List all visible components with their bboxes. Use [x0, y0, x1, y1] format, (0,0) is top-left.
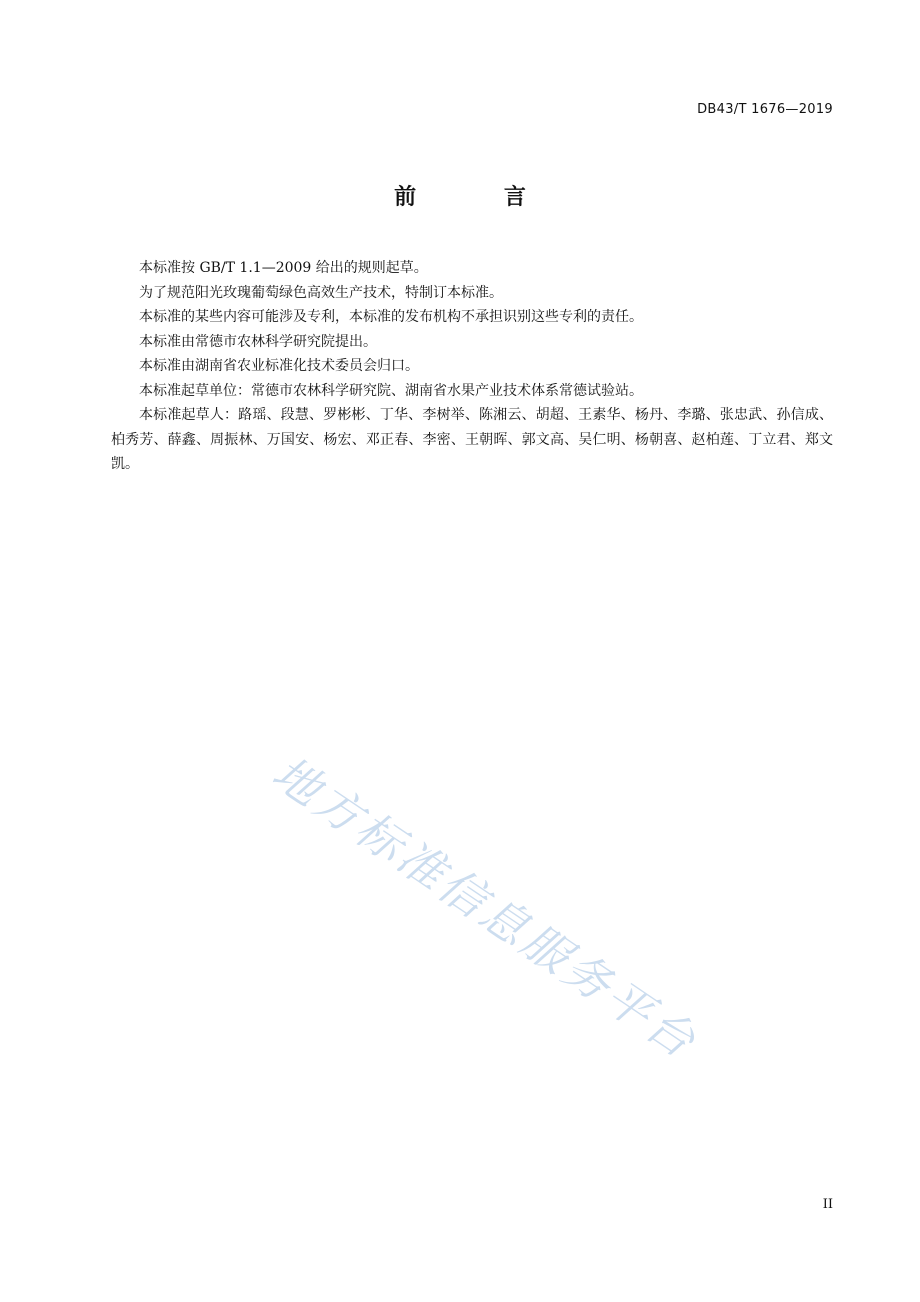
- page-title: 前 言: [394, 185, 566, 210]
- paragraph-purpose: 为了规范阳光玫瑰葡萄绿色高效生产技术，特制订本标准。: [139, 284, 503, 301]
- page-number: II: [822, 1197, 833, 1212]
- paragraph-administrator: 本标准由湖南省农业标准化技术委员会归口。: [139, 358, 419, 374]
- watermark-text: 地方标准信息服务平台: [262, 745, 708, 1070]
- paragraph-drafting-rules: 本标准按 GB/T 1.1—2009 给出的规则起草。: [139, 260, 428, 276]
- foreword-body: [111, 256, 833, 477]
- document-code: DB43/T 1676—2019: [697, 102, 833, 117]
- paragraph-drafters: 本标准起草人：路瑶、段慧、罗彬彬、丁华、李树举、陈湘云、胡超、王素华、杨丹、李璐、张忠武、孙信成、柏秀芳、薛鑫、周振林、万国安、杨宏、邓正春、李密、王朝晖、郭文高、吴仁明、杨朝喜、赵柏莲、丁立君、郑文凯。: [111, 407, 833, 472]
- paragraph-proposer: 本标准由常德市农林科学研究院提出。: [139, 333, 377, 350]
- paragraph-drafting-units: 本标准起草单位：常德市农林科学研究院、湖南省水果产业技术体系常德试验站。: [139, 382, 643, 399]
- paragraph-patent-notice: 本标准的某些内容可能涉及专利，本标准的发布机构不承担识别这些专利的责任。: [139, 309, 643, 325]
